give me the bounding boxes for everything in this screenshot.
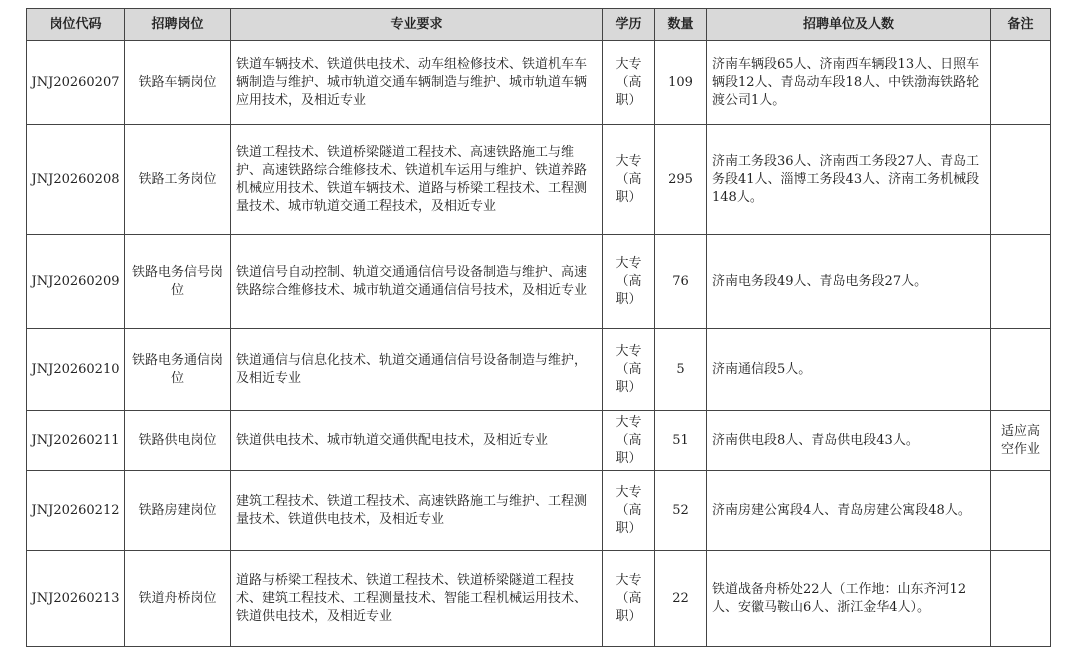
education-sub: （高职） xyxy=(615,171,642,205)
cell-post: 铁道舟桥岗位 xyxy=(125,551,231,647)
cell-count: 109 xyxy=(655,41,707,125)
education-sub: （高职） xyxy=(615,432,642,466)
cell-units: 铁道战备舟桥处22人（工作地：山东齐河12人、安徽马鞍山6人、浙江金华4人）。 xyxy=(707,551,991,647)
table-row xyxy=(27,125,1051,235)
header-units: 招聘单位及人数 xyxy=(707,9,991,41)
cell-count: 22 xyxy=(655,551,707,647)
cell-education xyxy=(603,41,655,125)
cell-code: JNJ20260208 xyxy=(27,125,125,235)
cell-code: JNJ20260213 xyxy=(27,551,125,647)
education-main: 大专 xyxy=(615,414,642,430)
education-main: 大专 xyxy=(615,56,642,72)
cell-units: 济南通信段5人。 xyxy=(707,329,991,411)
cell-units: 济南电务段49人、青岛电务段27人。 xyxy=(707,235,991,329)
header-count: 数量 xyxy=(655,9,707,41)
cell-count: 76 xyxy=(655,235,707,329)
education-main: 大专 xyxy=(615,255,642,271)
cell-education xyxy=(603,551,655,647)
recruitment-table xyxy=(26,8,1051,647)
cell-major: 铁道通信与信息化技术、轨道交通通信信号设备制造与维护，及相近专业 xyxy=(231,329,603,411)
cell-education xyxy=(603,329,655,411)
education-sub: （高职） xyxy=(615,361,642,395)
cell-education xyxy=(603,125,655,235)
cell-count: 52 xyxy=(655,471,707,551)
table-row xyxy=(27,411,1051,471)
cell-units: 济南房建公寓段4人、青岛房建公寓段48人。 xyxy=(707,471,991,551)
cell-note xyxy=(991,41,1051,125)
cell-note xyxy=(991,329,1051,411)
cell-post: 铁路车辆岗位 xyxy=(125,41,231,125)
education-main: 大专 xyxy=(615,343,642,359)
header-major: 专业要求 xyxy=(231,9,603,41)
cell-major: 建筑工程技术、铁道工程技术、高速铁路施工与维护、工程测量技术、铁道供电技术，及相近专业 xyxy=(231,471,603,551)
cell-post: 铁路工务岗位 xyxy=(125,125,231,235)
table-row xyxy=(27,329,1051,411)
header-code: 岗位代码 xyxy=(27,9,125,41)
cell-code: JNJ20260212 xyxy=(27,471,125,551)
cell-note xyxy=(991,471,1051,551)
cell-count: 51 xyxy=(655,411,707,471)
cell-code: JNJ20260209 xyxy=(27,235,125,329)
education-sub: （高职） xyxy=(615,273,642,307)
cell-education xyxy=(603,411,655,471)
cell-units: 济南工务段36人、济南西工务段27人、青岛工务段41人、淄博工务段43人、济南工务机械段148人。 xyxy=(707,125,991,235)
cell-code: JNJ20260210 xyxy=(27,329,125,411)
education-main: 大专 xyxy=(615,572,642,588)
cell-post: 铁路房建岗位 xyxy=(125,471,231,551)
cell-code: JNJ20260207 xyxy=(27,41,125,125)
education-main: 大专 xyxy=(615,484,642,500)
cell-count: 295 xyxy=(655,125,707,235)
header-note: 备注 xyxy=(991,9,1051,41)
education-sub: （高职） xyxy=(615,74,642,108)
cell-units: 济南车辆段65人、济南西车辆段13人、日照车辆段12人、青岛动车段18人、中铁渤海铁路轮渡公司1人。 xyxy=(707,41,991,125)
cell-education xyxy=(603,471,655,551)
cell-note xyxy=(991,551,1051,647)
cell-post: 铁路电务信号岗位 xyxy=(125,235,231,329)
cell-education xyxy=(603,235,655,329)
cell-note: 适应高空作业 xyxy=(991,411,1051,471)
cell-major: 铁道车辆技术、铁道供电技术、动车组检修技术、铁道机车车辆制造与维护、城市轨道交通车辆制造与维护、城市轨道车辆应用技术，及相近专业 xyxy=(231,41,603,125)
education-sub: （高职） xyxy=(615,590,642,624)
table-row xyxy=(27,235,1051,329)
cell-post: 铁路电务通信岗位 xyxy=(125,329,231,411)
cell-post: 铁路供电岗位 xyxy=(125,411,231,471)
table-row xyxy=(27,471,1051,551)
education-main: 大专 xyxy=(615,153,642,169)
education-sub: （高职） xyxy=(615,502,642,536)
cell-count: 5 xyxy=(655,329,707,411)
cell-major: 铁道供电技术、城市轨道交通供配电技术，及相近专业 xyxy=(231,411,603,471)
cell-major: 铁道信号自动控制、轨道交通通信信号设备制造与维护、高速铁路综合维修技术、城市轨道交通通信信号技术，及相近专业 xyxy=(231,235,603,329)
table-row xyxy=(27,41,1051,125)
cell-major: 铁道工程技术、铁道桥梁隧道工程技术、高速铁路施工与维护、高速铁路综合维修技术、铁道机车运用与维护、铁道养路机械应用技术、铁道车辆技术、道路与桥梁工程技术、工程测量技术、城市轨道交通工程技术，及相近专业 xyxy=(231,125,603,235)
cell-code: JNJ20260211 xyxy=(27,411,125,471)
table-header-row xyxy=(27,9,1051,41)
table-row xyxy=(27,551,1051,647)
cell-note xyxy=(991,235,1051,329)
header-education: 学历 xyxy=(603,9,655,41)
cell-note xyxy=(991,125,1051,235)
cell-units: 济南供电段8人、青岛供电段43人。 xyxy=(707,411,991,471)
header-post: 招聘岗位 xyxy=(125,9,231,41)
cell-major: 道路与桥梁工程技术、铁道工程技术、铁道桥梁隧道工程技术、建筑工程技术、工程测量技术、智能工程机械运用技术、铁道供电技术，及相近专业 xyxy=(231,551,603,647)
